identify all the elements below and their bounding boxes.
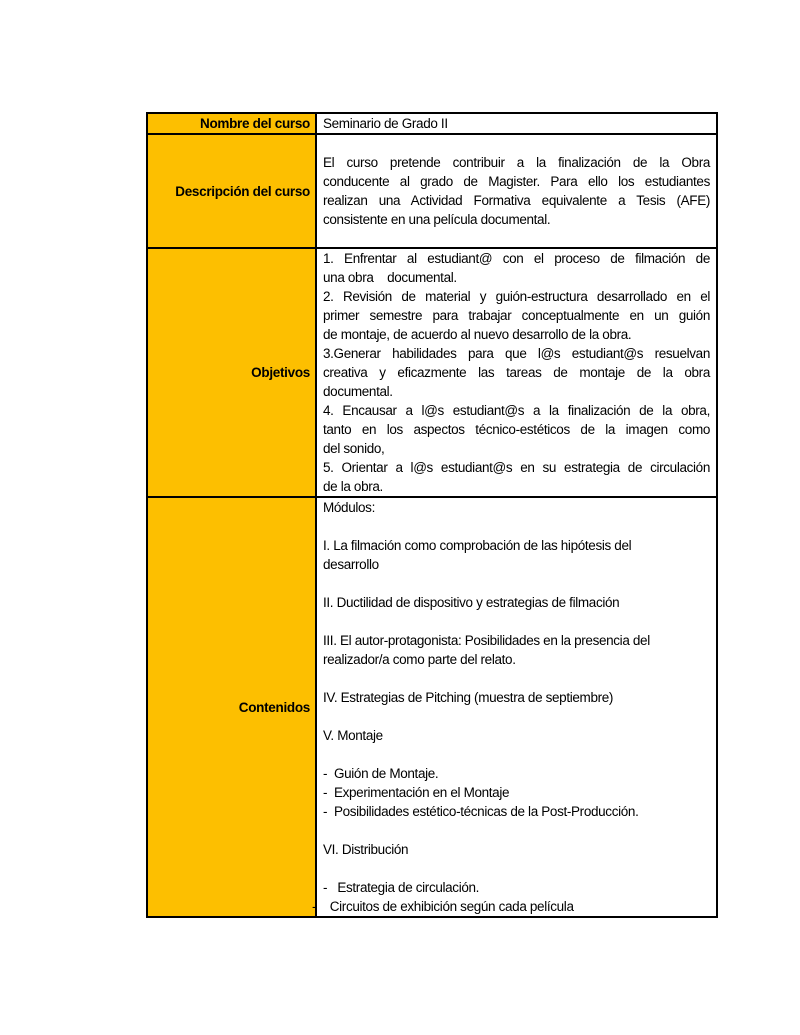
text-line: 3.Generar habilidades para que l@s estudiant@s resuelvan bbox=[323, 346, 710, 361]
text-line: de montaje, de acuerdo al nuevo desarrollo de la obra. bbox=[323, 327, 632, 342]
label-nombre: Nombre del curso bbox=[147, 113, 316, 134]
text-line: - Estrategia de circulación. bbox=[323, 880, 480, 895]
value-objetivos bbox=[316, 248, 717, 497]
row-nombre bbox=[147, 113, 717, 134]
blank-line bbox=[323, 612, 710, 631]
blank-line bbox=[323, 707, 710, 726]
text-line: una obra documental. bbox=[323, 270, 457, 285]
text-line: creativa y eficazmente las tareas de montaje de la obra bbox=[323, 365, 710, 380]
blank-line bbox=[323, 669, 710, 688]
text-line: IV. Estrategias de Pitching (muestra de septiembre) bbox=[323, 690, 614, 705]
blank-line bbox=[323, 574, 710, 593]
text-line: realizador/a como parte del relato. bbox=[323, 652, 516, 667]
label-descripcion: Descripción del curso bbox=[147, 134, 316, 248]
value-nombre: Seminario de Grado II bbox=[316, 113, 717, 134]
text-line: Módulos: bbox=[323, 500, 375, 515]
text-line: - Experimentación en el Montaje bbox=[323, 785, 510, 800]
text-line: III. El autor-protagonista: Posibilidades en la presencia del bbox=[323, 633, 650, 648]
text-line: 5. Orientar a l@s estudiant@s en su estrategia de circulación bbox=[323, 460, 710, 475]
text-line: II. Ductilidad de dispositivo y estrategias de filmación bbox=[323, 595, 620, 610]
text-line: tanto en los aspectos técnico-estéticos de la imagen como bbox=[323, 422, 710, 437]
course-table bbox=[146, 112, 718, 918]
text-line: del sonido, bbox=[323, 441, 385, 456]
row-descripcion bbox=[147, 134, 717, 248]
blank-line bbox=[323, 821, 710, 840]
text-line: 1. Enfrentar al estudiant@ con el proceso de filmación de bbox=[323, 251, 710, 266]
blank-line bbox=[323, 859, 710, 878]
label-contenidos: Contenidos bbox=[147, 497, 316, 917]
value-descripcion bbox=[316, 134, 717, 248]
text-line: - Guión de Montaje. bbox=[323, 766, 439, 781]
text-line: desarrollo bbox=[323, 557, 379, 572]
blank-line bbox=[323, 517, 710, 536]
blank-line bbox=[323, 745, 710, 764]
text-line: I. La filmación como comprobación de las hipótesis del bbox=[323, 538, 632, 553]
label-objetivos: Objetivos bbox=[147, 248, 316, 497]
text-line: conducente al grado de Magister. Para ello los estudiantes bbox=[323, 174, 710, 189]
text-line: 2. Revisión de material y guión-estructura desarrollado en el bbox=[323, 289, 710, 304]
row-contenidos bbox=[147, 497, 717, 917]
text-line: VI. Distribución bbox=[323, 842, 409, 857]
text-line: realizan una Actividad Formativa equivalente a Tesis (AFE) bbox=[323, 193, 710, 208]
row-objetivos bbox=[147, 248, 717, 497]
text-line: documental. bbox=[323, 384, 393, 399]
text-line: 4. Encausar a l@s estudiant@s a la finalización de la obra, bbox=[323, 403, 710, 418]
value-contenidos bbox=[312, 497, 717, 917]
text-line: - Posibilidades estético-técnicas de la Post-Producción. bbox=[323, 804, 639, 819]
text-line: - Circuitos de exhibición según cada película bbox=[312, 899, 574, 914]
text-line: El curso pretende contribuir a la finalización de la Obra bbox=[323, 155, 710, 170]
text-line: primer semestre para trabajar conceptualmente en un guión bbox=[323, 308, 710, 323]
text-line: consistente en una película documental. bbox=[323, 212, 551, 227]
text-line: V. Montaje bbox=[323, 728, 383, 743]
text-line: de la obra. bbox=[323, 479, 383, 494]
